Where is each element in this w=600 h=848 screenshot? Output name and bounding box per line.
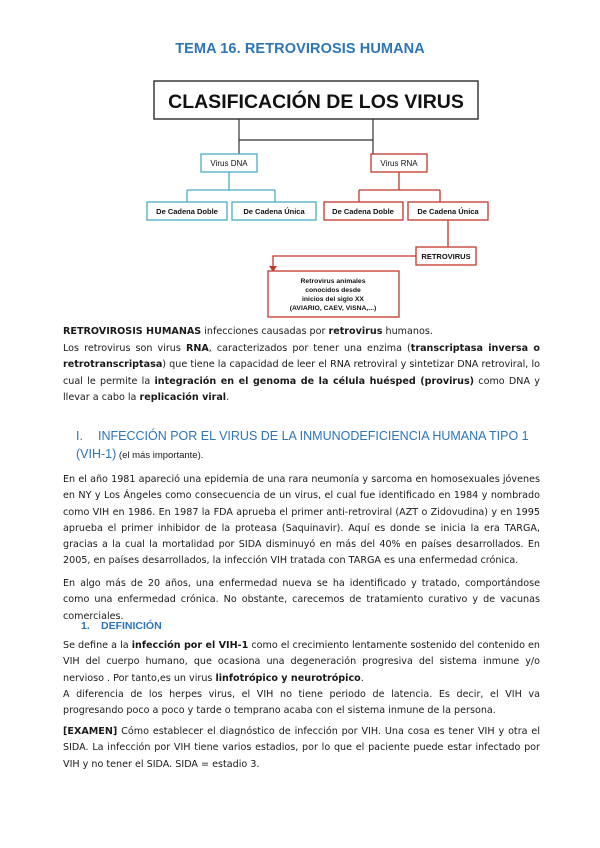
intro-text-e: ) que tiene la capacidad de leer el RNA retroviral y sintetizar DNA retroviral, lo cual le permite la <box>63 359 540 387</box>
note-line-4: (AVIARIO, CAEV, VISNA,...) <box>289 305 377 312</box>
retrovirus-label: RETROVIRUS <box>421 252 471 261</box>
intro-bold-enzyme: transcriptasa inversa o retrotranscriptasa <box>63 343 540 371</box>
connector-header <box>239 119 373 140</box>
intro-text-i: . <box>226 391 230 403</box>
diagram-header: CLASIFICACIÓN DE LOS VIRUS <box>168 91 464 113</box>
intro-bold-replication: replicación viral <box>139 391 227 403</box>
intro-definition <box>63 324 540 340</box>
intro-text-c: , caracterizados por tener una enzima ( <box>208 343 411 354</box>
section-note: (el más importante). <box>116 450 204 461</box>
connector-rna-branches <box>359 172 440 202</box>
latency-paragraph: A diferencia de los herpes virus, el VIH no tiene periodo de latencia. Es decir, el VIH va progresando poco a poco y tarde o temprano acaba con el sistema inmune de la persona. <box>63 689 540 717</box>
definition-bold-tropism: linfotrópico y neurotrópico <box>215 672 361 684</box>
intro-paragraph <box>63 341 540 406</box>
history-paragraph-2: En algo más de 20 años, una enfermedad nueva se ha identificado y tratado, comportándose como una enfermedad crónica. No obstante, carecemos de tratamiento curativo y de vacunas comerciales. <box>63 578 540 622</box>
intro-def-term: RETROVIROSIS HUMANAS <box>63 326 202 337</box>
virus-classification-diagram <box>140 80 494 320</box>
definition-text-a: Se define a la <box>63 640 132 651</box>
intro-def-text: infecciones causadas por <box>201 326 329 337</box>
subsection-title: DEFINICIÓN <box>101 620 162 632</box>
connector-dna-branches <box>187 172 275 202</box>
subsection-heading-definicion <box>81 620 162 632</box>
virus-rna-label: Virus RNA <box>380 159 418 168</box>
intro-text-g: como DNA y llevar a cabo la <box>63 375 540 403</box>
section-number: I. <box>76 429 83 443</box>
history-paragraph-1: En el año 1981 apareció una epidemia de una rara neumonía y sarcoma en homosexuales jóvenes en NY y Los Ángeles como consecuencia de un virus, el cual fue identificado en 1984 y nombrado como VIH en 1986. En 1987 la FDA aprueba el primer anti-retroviral (AZT o Zidovudina) y en 1995 aprueba el primer inhibidor de la proteasa (Saquinavir). Aquí es donde se inicia la era TARGA, gracias a la cual la mortalidad por SIDA disminuyó en más del 40% en países desarrollados. En 2005, en países desarrollados, la infección VIH tratada con TARGA es una enfermedad crónica. <box>63 474 540 567</box>
subsection-number: 1. <box>81 620 90 632</box>
note-line-2: conocidos desde <box>305 287 361 294</box>
intro-bold-rna: RNA <box>185 343 209 354</box>
rna-single-label: De Cadena Única <box>417 207 479 216</box>
note-line-1: Retrovirus animales <box>300 278 366 285</box>
definition-bold-infection: infección por el VIH-1 <box>131 640 249 651</box>
connector-note <box>273 256 416 268</box>
section-heading-1 <box>76 427 540 465</box>
intro-def-retrovirus: retrovirus <box>328 326 383 337</box>
section-title: INFECCIÓN POR EL VIRUS DE LA INMUNODEFICIENCIA HUMANA TIPO 1 (VIH-1) <box>76 429 529 461</box>
note-line-3: inicios del siglo XX <box>302 296 364 303</box>
dna-single-label: De Cadena Única <box>243 207 305 216</box>
definition-text-e: . <box>360 672 364 684</box>
intro-def-end: humanos. <box>382 326 433 337</box>
exam-paragraph <box>63 724 540 773</box>
exam-tag: [EXAMEN] <box>63 726 118 737</box>
definition-text-c: como el crecimiento lentamente sostenido del contenido en VIH del cuerpo humano, que ocasiona una degeneración progresiva del sistema inmune y/o nervioso . Por tanto,es un virus <box>63 640 540 684</box>
definition-paragraph <box>63 638 540 687</box>
dna-double-label: De Cadena Doble <box>156 207 218 216</box>
rna-double-label: De Cadena Doble <box>332 207 394 216</box>
page-title: TEMA 16. RETROVIROSIS HUMANA <box>175 41 425 57</box>
intro-text-a: Los retrovirus son virus <box>63 343 186 354</box>
intro-bold-integration: integración en el genoma de la célula huésped (provirus) <box>154 375 475 387</box>
virus-dna-label: Virus DNA <box>210 159 248 168</box>
exam-text: Cómo establecer el diagnóstico de infección por VIH. Una cosa es tener VIH y otra el SIDA. La infección por VIH tiene varios estadios, por lo que el paciente puede estar infectado por VIH y no tener el SIDA. SIDA = estadio 3. <box>63 726 540 770</box>
